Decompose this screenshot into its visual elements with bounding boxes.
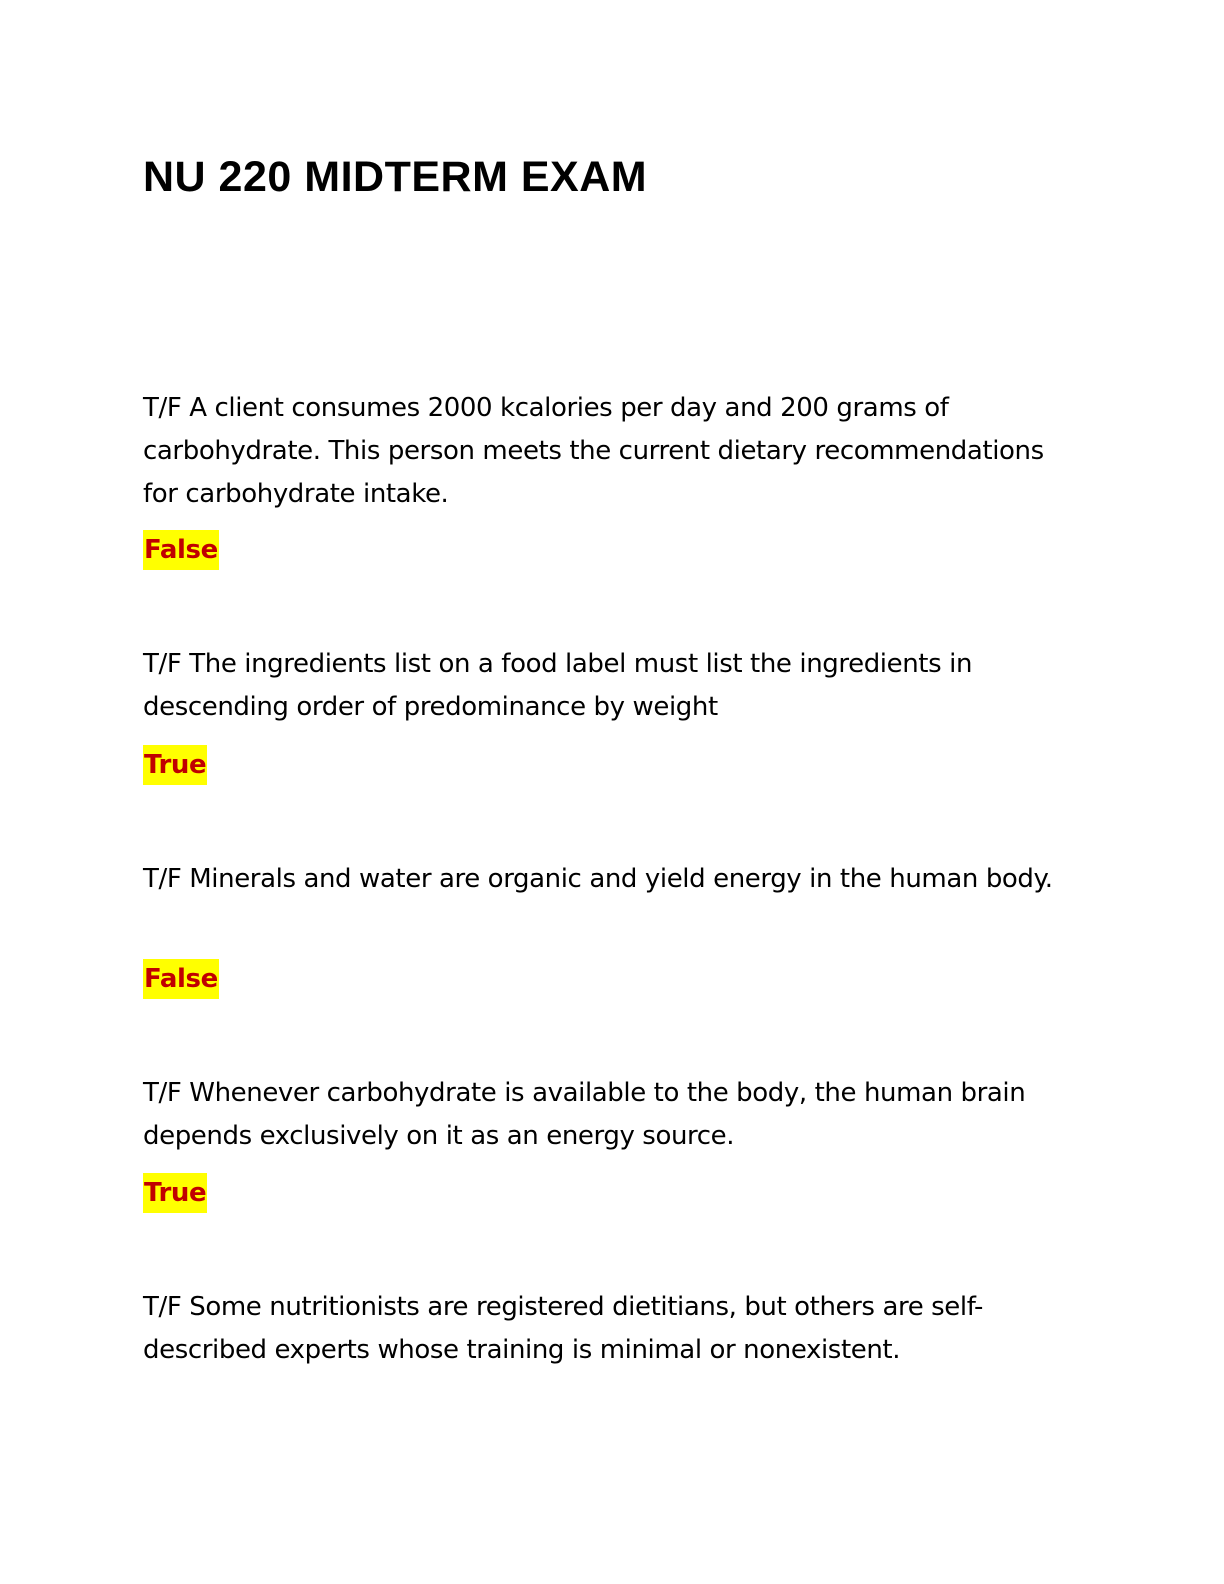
question-3: T/F Minerals and water are organic and yield energy in the human body. bbox=[143, 864, 1053, 894]
answer-1: False bbox=[143, 530, 219, 570]
answer-2: True bbox=[143, 745, 207, 785]
question-4: T/F Whenever carbohydrate is available to the body, the human brain depends exclusively on it as an energy source. bbox=[143, 1078, 1026, 1151]
question-2: T/F The ingredients list on a food label must list the ingredients in descending order of predominance by weight bbox=[143, 649, 973, 722]
question-5: T/F Some nutritionists are registered dietitians, but others are self-described experts whose training is minimal or nonexistent. bbox=[143, 1292, 984, 1365]
exam-title: NU 220 MIDTERM EXAM bbox=[143, 153, 648, 201]
question-1: T/F A client consumes 2000 kcalories per day and 200 grams of carbohydrate. This person meets the current dietary recommendations for carbohydrate intake. bbox=[143, 393, 1044, 509]
answer-3: False bbox=[143, 959, 219, 999]
answer-4: True bbox=[143, 1173, 207, 1213]
